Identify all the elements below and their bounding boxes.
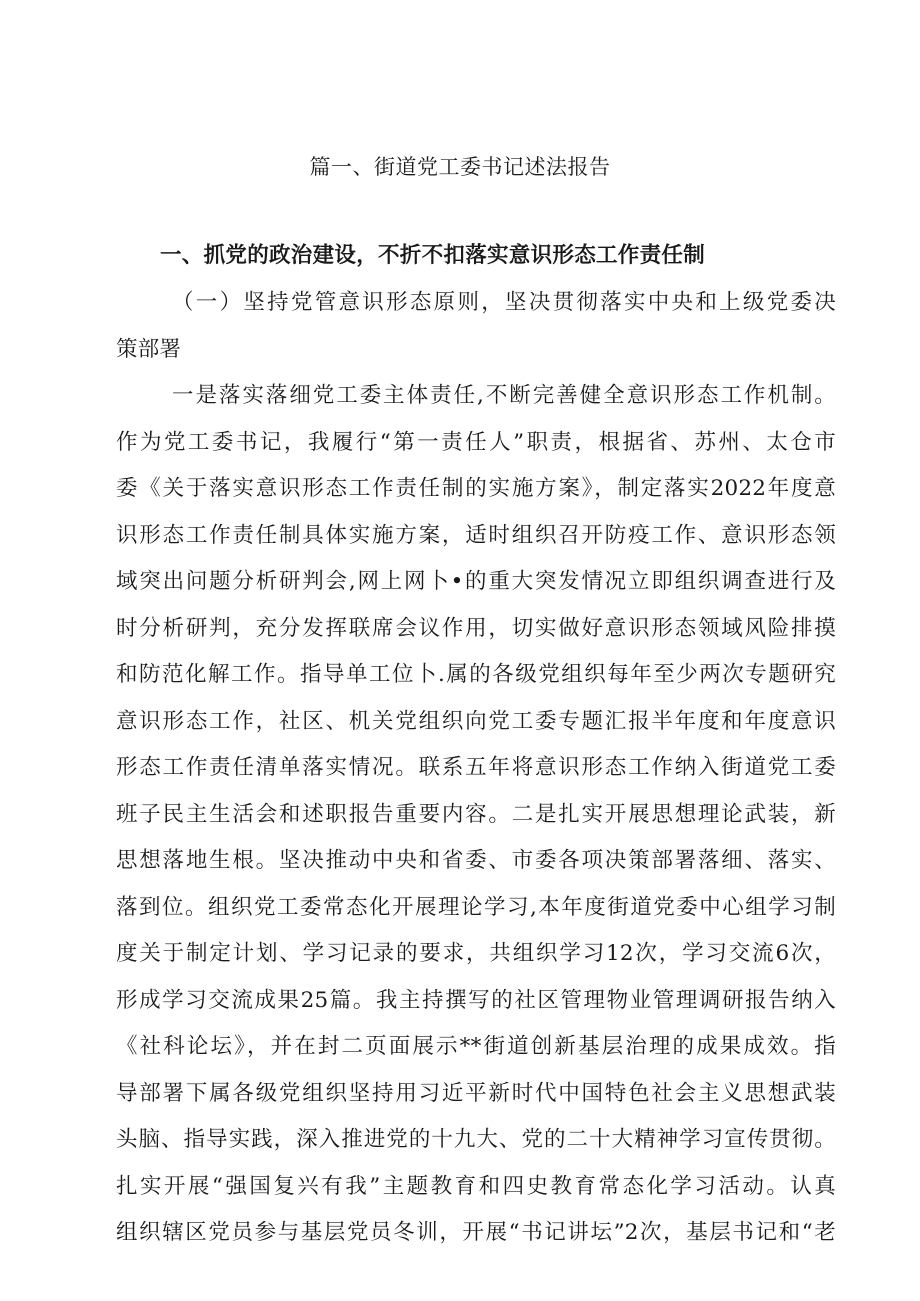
paragraph-line: 度关于制定计划、学习记录的要求，共组织学习12次，学习交流6次， xyxy=(116,941,836,966)
paragraph-line: 作为党工委书记，我履行“第一责任人”职责，根据省、苏州、太仓市 xyxy=(116,429,836,455)
paragraph-line: 导部署下属各级党组织坚持用习近平新时代中国特色社会主义思想武装 xyxy=(116,1080,836,1106)
paragraph-line: 域突出问题分析研判会,网上网卜•的重大突发情况立即组织调查进行及 xyxy=(116,569,836,594)
paragraph-line: 班子民主生活会和述职报告重要内容。二是扎实开展思想理论武装，新 xyxy=(116,801,836,827)
paragraph-line: 形态工作责任清单落实情况。联系五年将意识形态工作纳入街道党工委 xyxy=(116,755,836,780)
paragraph-line: 《社科论坛》，并在封二页面展示**街道创新基层治理的成果成效。指 xyxy=(116,1034,836,1059)
paragraph-line: 和防范化解工作。指导单工位卜.属的各级党组织每年至少两次专题研究 xyxy=(116,662,836,687)
body-text xyxy=(116,280,836,1257)
paragraph-line: 意识形态工作，社区、机关党组织向党工委专题汇报半年度和年度意识 xyxy=(116,708,836,734)
paragraph-line: 思想落地生根。坚决推动中央和省委、市委各项决策部署落细、落实、 xyxy=(116,848,836,873)
paragraph-line: 识形态工作责任制具体实施方案，适时组织召开防疫工作、意识形态领 xyxy=(116,522,836,548)
subsection-heading-line: 策部署 xyxy=(116,336,182,362)
paragraph-line: 委《关于落实意识形态工作责任制的实施方案》，制定落实2022年度意 xyxy=(116,476,836,501)
paragraph-line: 扎实开展“强国复兴有我”主题教育和四史教育常态化学习活动。认真 xyxy=(116,1173,836,1199)
paragraph-line: 形成学习交流成果25篇。我主持撰写的社区管理物业管理调研报告纳入 xyxy=(116,987,836,1013)
document-title: 篇一、街道党工委书记述法报告 xyxy=(309,155,611,179)
paragraph-line: 组织辖区党员参与基层党员冬训，开展“书记讲坛”2次，基层书记和“老 xyxy=(116,1220,836,1245)
paragraph-line: 落到位。组织党工委常态化开展理论学习,本年度街道党委中心组学习制 xyxy=(116,894,836,920)
paragraph-line: 头脑、指导实践，深入推进党的十九大、党的二十大精神学习宣传贯彻。 xyxy=(116,1127,836,1152)
paragraph-line: 时分析研判，充分发挥联席会议作用，切实做好意识形态领域风险排摸 xyxy=(116,615,836,641)
paragraph-line: 一是落实落细党工委主体责任,不断完善健全意识形态工作机制。 xyxy=(172,383,836,408)
section-heading: 一、抓党的政治建设，不折不扣落实意识形态工作责任制 xyxy=(160,243,706,268)
subsection-heading-line: （一）坚持党管意识形态原则，坚决贯彻落实中央和上级党委决 xyxy=(172,290,836,315)
